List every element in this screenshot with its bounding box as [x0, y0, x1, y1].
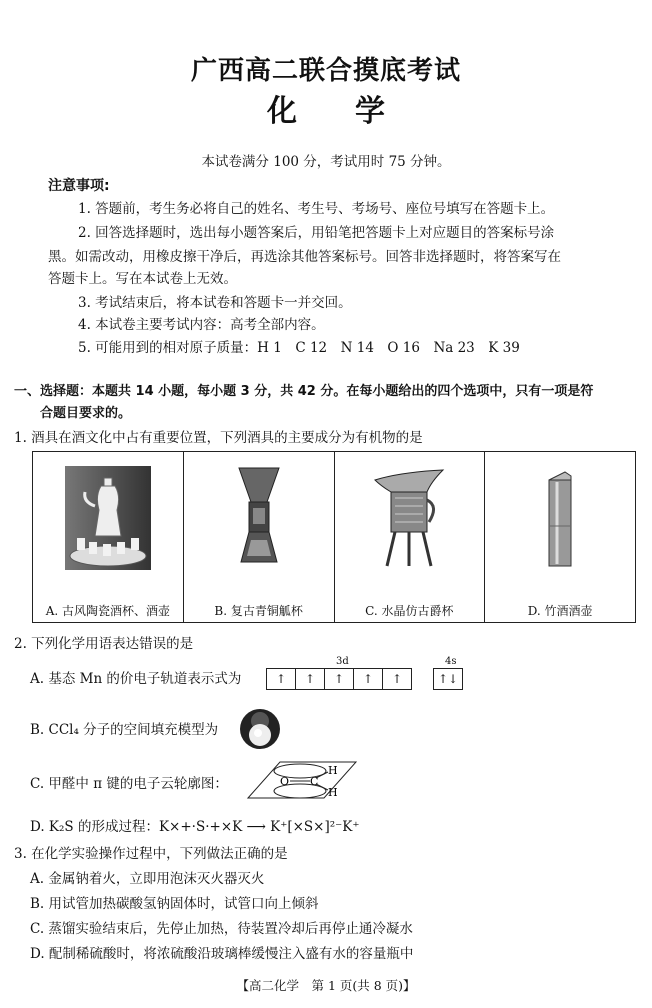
- note-item: 4. 本试卷主要考试内容：高考全部内容。: [78, 317, 325, 333]
- orbital-box: ↑↓: [437, 672, 459, 686]
- note-item: 3. 考试结束后，将本试卷和答题卡一并交回。: [78, 295, 352, 311]
- note-item: 黑。如需改动，用橡皮擦干净后，再选涂其他答案标号。回答非选择题时，将答案写在: [48, 249, 561, 265]
- q1-option-b: [183, 452, 334, 623]
- q2-option-b: B. CCl₄ 分子的空间填充模型为: [30, 722, 219, 738]
- crystal-jue-cup-image: [335, 460, 485, 602]
- note-item: 5. 可能用到的相对原子质量：H 1 C 12 N 14 O 16 Na 23 K 39: [78, 340, 520, 356]
- page-footer: 【高二化学 第 1 页(共 8 页)】: [236, 978, 416, 993]
- exam-info: 本试卷满分 100 分，考试用时 75 分钟。: [201, 154, 451, 170]
- section-heading: 一、选择题：本题共 14 小题，每小题 3 分，共 42 分。在每小题给出的四个选项中，只有一项是符: [14, 384, 594, 399]
- exam-title: 广西高二联合摸底考试: [190, 56, 461, 86]
- q3-option-a: A. 金属钠着火，立即用泡沫灭火器灭火: [30, 871, 265, 887]
- ccl4-space-filling-model: [238, 707, 282, 751]
- q1-stem: 1. 酒具在酒文化中占有重要位置，下列酒具的主要成分为有机物的是: [14, 430, 423, 446]
- orbital-box: ↑: [354, 669, 383, 689]
- atom-h: H: [328, 764, 338, 777]
- orbital-box: ↑: [296, 669, 325, 689]
- note-item: 1. 答题前，考生务必将自己的姓名、考生号、考场号、座位号填写在答题卡上。: [78, 201, 555, 217]
- note-item: 2. 回答选择题时，选出每小题答案后，用铅笔把答题卡上对应题目的答案标号涂: [78, 225, 555, 241]
- q2-option-c: C. 甲醛中 π 键的电子云轮廓图：: [30, 776, 228, 792]
- formaldehyde-pi-bond-diagram: [240, 758, 360, 804]
- q3-stem: 3. 在化学实验操作过程中，下列做法正确的是: [14, 846, 288, 862]
- orbital-box: ↑: [267, 669, 296, 689]
- orbital-box: ↑: [325, 669, 354, 689]
- orbital-4s-box: [433, 668, 463, 690]
- section-heading-cont: 合题目要求的。: [40, 406, 132, 421]
- atom-o: O: [280, 775, 290, 788]
- q1-option-d: [485, 452, 636, 623]
- q1-option-c: [334, 452, 485, 623]
- bamboo-wine-pot-image: [485, 460, 635, 602]
- ceramic-wine-set-image: [33, 460, 183, 602]
- orbital-4s-label: 4s: [445, 656, 457, 667]
- atom-h: H: [328, 786, 338, 799]
- bronze-gu-cup-image: [184, 460, 334, 602]
- q1-option-c-label: C. 水晶仿古爵杯: [365, 604, 454, 618]
- q3-option-b: B. 用试管加热碳酸氢钠固体时，试管口向上倾斜: [30, 896, 319, 912]
- q1-option-a-label: A. 古风陶瓷酒杯、酒壶: [45, 604, 171, 618]
- orbital-3d-boxes: [266, 668, 412, 690]
- orbital-box: ↑: [391, 672, 403, 686]
- q1-option-a: [33, 452, 184, 623]
- q1-options-table: [32, 451, 636, 623]
- orbital-3d-label: 3d: [336, 656, 349, 667]
- q3-option-d: D. 配制稀硫酸时，将浓硫酸沿玻璃棒缓慢注入盛有水的容量瓶中: [30, 946, 414, 962]
- subject-title: 化学: [267, 94, 443, 129]
- q3-option-c: C. 蒸馏实验结束后，先停止加热，待装置冷却后再停止通冷凝水: [30, 921, 413, 937]
- note-item: 答题卡上。写在本试卷上无效。: [48, 271, 237, 287]
- q2-option-d: D. K₂S 的形成过程：K×+·S·+×K ⟶ K⁺[×S×]²⁻K⁺: [30, 819, 360, 835]
- atom-c: C: [310, 775, 319, 788]
- q1-option-b-label: B. 复古青铜觚杯: [214, 604, 303, 618]
- q2-option-a: A. 基态 Mn 的价电子轨道表示式为: [30, 671, 242, 687]
- q1-option-d-label: D. 竹酒酒壶: [527, 604, 593, 618]
- q2-stem: 2. 下列化学用语表达错误的是: [14, 636, 194, 652]
- notes-heading: 注意事项:: [48, 178, 110, 194]
